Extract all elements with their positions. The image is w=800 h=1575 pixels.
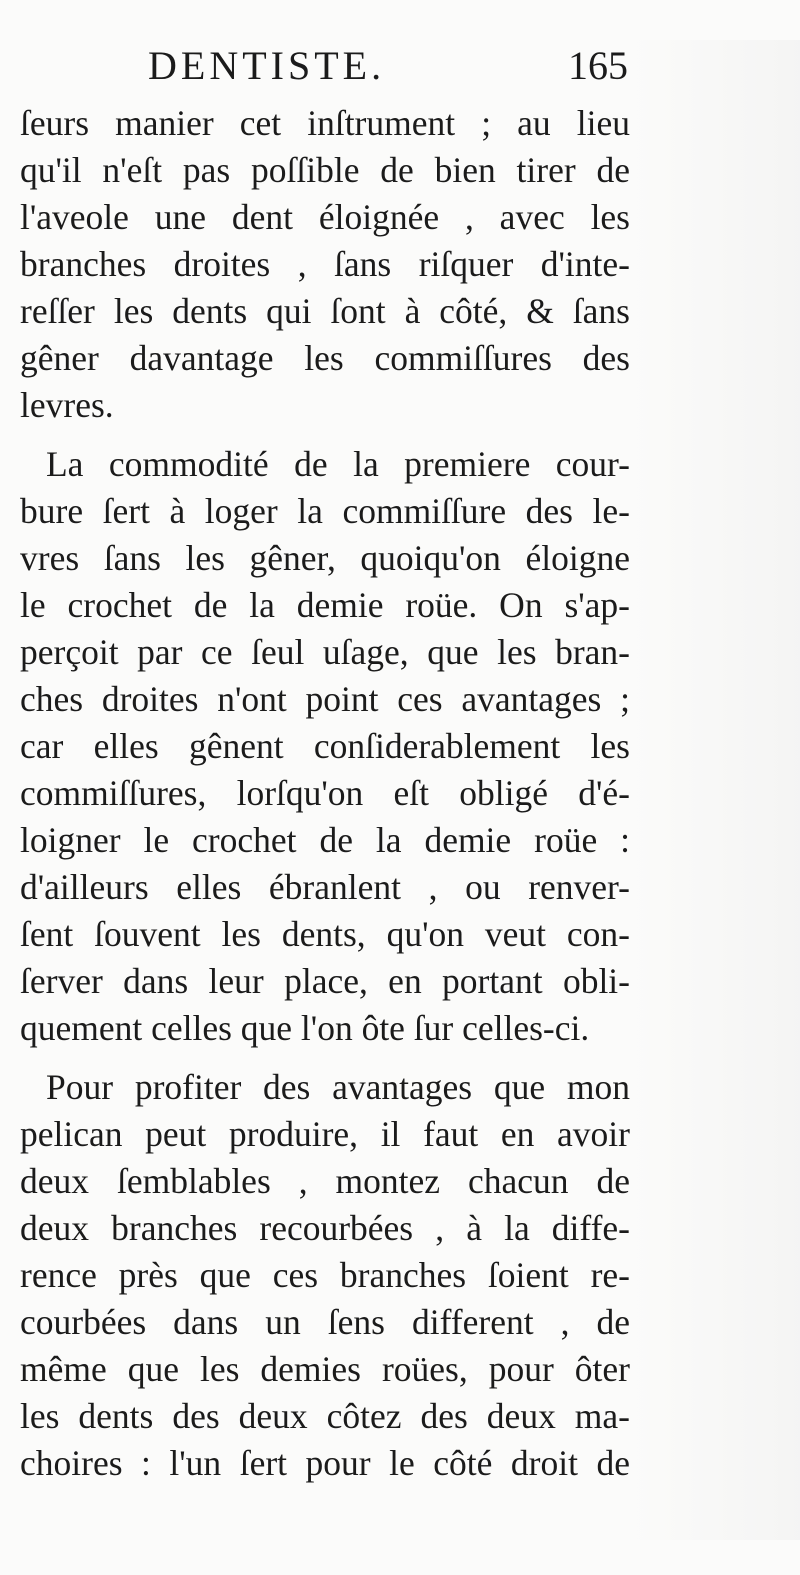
text-line: bure ſert à loger la commiſſure des le-	[20, 491, 630, 531]
text-line: ſeurs manier cet inſtrument ; au lieu	[20, 103, 630, 143]
text-line: même que les demies roües, pour ôter	[20, 1349, 630, 1389]
text-line: car elles gênent conſiderablement les	[20, 726, 630, 766]
text-line: deux ſemblables , montez chacun de	[20, 1161, 630, 1201]
text-line: qu'il n'eſt pas poſſible de bien tirer de	[20, 150, 630, 190]
text-line: La commodité de la premiere cour-	[46, 444, 630, 484]
text-line: ches droites n'ont point ces avantages ;	[20, 679, 630, 719]
text-line: commiſſures, lorſqu'on eſt obligé d'é-	[20, 773, 630, 813]
page-number: 165	[568, 43, 628, 88]
text-line: quement celles que l'on ôte ſur celles-ci.	[20, 1008, 590, 1048]
text-line: gêner davantage les commiſſures des	[20, 338, 630, 378]
text-line: reſſer les dents qui ſont à côté, & ſans	[20, 291, 630, 331]
text-line: les dents des deux côtez des deux ma-	[20, 1396, 630, 1436]
text-line: Pour profiter des avantages que mon	[46, 1067, 630, 1107]
running-head-title: DENTISTE.	[148, 43, 386, 88]
text-line: choires : l'un ſert pour le côté droit de	[20, 1443, 630, 1483]
text-line: pelican peut produire, il faut en avoir	[20, 1114, 630, 1154]
text-line: d'ailleurs elles ébranlent , ou renver-	[20, 867, 630, 907]
text-line: loigner le crochet de la demie roüe :	[20, 820, 630, 860]
running-head	[148, 42, 628, 92]
text-line: l'aveole une dent éloignée , avec les	[20, 197, 630, 237]
text-line: rence près que ces branches ſoient re-	[20, 1255, 630, 1295]
text-line: ſerver dans leur place, en portant obli-	[20, 961, 630, 1001]
text-line: courbées dans un ſens different , de	[20, 1302, 630, 1342]
body-text	[20, 100, 630, 1487]
text-line: deux branches recourbées , à la diffe-	[20, 1208, 630, 1248]
text-line: perçoit par ce ſeul uſage, que les bran-	[20, 632, 630, 672]
text-line: ſent ſouvent les dents, qu'on veut con-	[20, 914, 630, 954]
text-line: levres.	[20, 385, 114, 425]
text-line: vres ſans les gêner, quoiqu'on éloigne	[20, 538, 630, 578]
text-line: le crochet de la demie roüe. On s'ap-	[20, 585, 630, 625]
show-through-shading	[630, 40, 800, 1540]
text-line: branches droites , ſans riſquer d'inte-	[20, 244, 630, 284]
